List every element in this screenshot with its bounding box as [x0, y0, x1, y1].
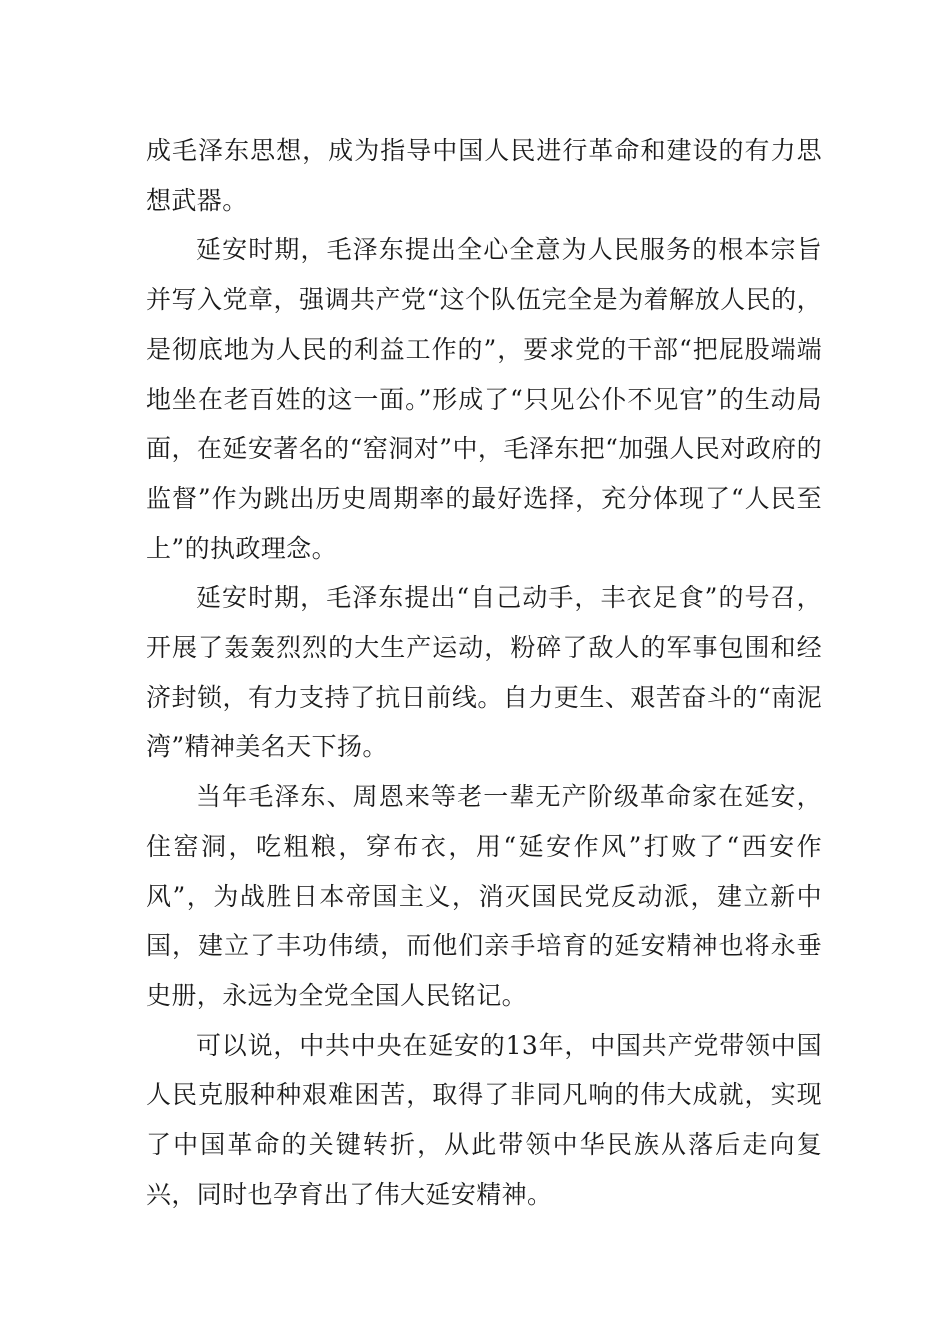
paragraph-serve-the-people: 延安时期，毛泽东提出全心全意为人民服务的根本宗旨并写入党章，强调共产党“这个队伍完全是为着解放人民的，是彻底地为人民的利益工作的”，要求党的干部“把屁股端端地坐在老百姓的这一面。”形成了“只见公仆不见官”的生动局面，在延安著名的“窑洞对”中，毛泽东把“加强人民对政府的监督”作为跳出历史周期率的最好选择，充分体现了“人民至上”的执政理念。: [146, 235, 822, 563]
paragraph-conclusion: 可以说，中共中央在延安的13年，中国共产党带领中国人民克服种种艰难困苦，取得了非同凡响的伟大成就，实现了中国革命的关键转折，从此带领中华民族从落后走向复兴，同时也孕育出了伟大延安精神。: [146, 1030, 822, 1209]
paragraph-production-movement: 延安时期，毛泽东提出“自己动手，丰衣足食”的号召，开展了轰轰烈烈的大生产运动，粉碎了敌人的军事包围和经济封锁，有力支持了抗日前线。自力更生、艰苦奋斗的“南泥湾”精神美名天下扬。: [146, 583, 822, 762]
document-body: [146, 126, 822, 1219]
paragraph-yanan-style: 当年毛泽东、周恩来等老一辈无产阶级革命家在延安，住窑洞，吃粗粮，穿布衣，用“延安作风”打败了“西安作风”，为战胜日本帝国主义，消灭国民党反动派，建立新中国，建立了丰功伟绩，而他们亲手培育的延安精神也将永垂史册，永远为全党全国人民铭记。: [146, 782, 822, 1010]
paragraph-continuation: 成毛泽东思想，成为指导中国人民进行革命和建设的有力思想武器。: [146, 136, 822, 215]
